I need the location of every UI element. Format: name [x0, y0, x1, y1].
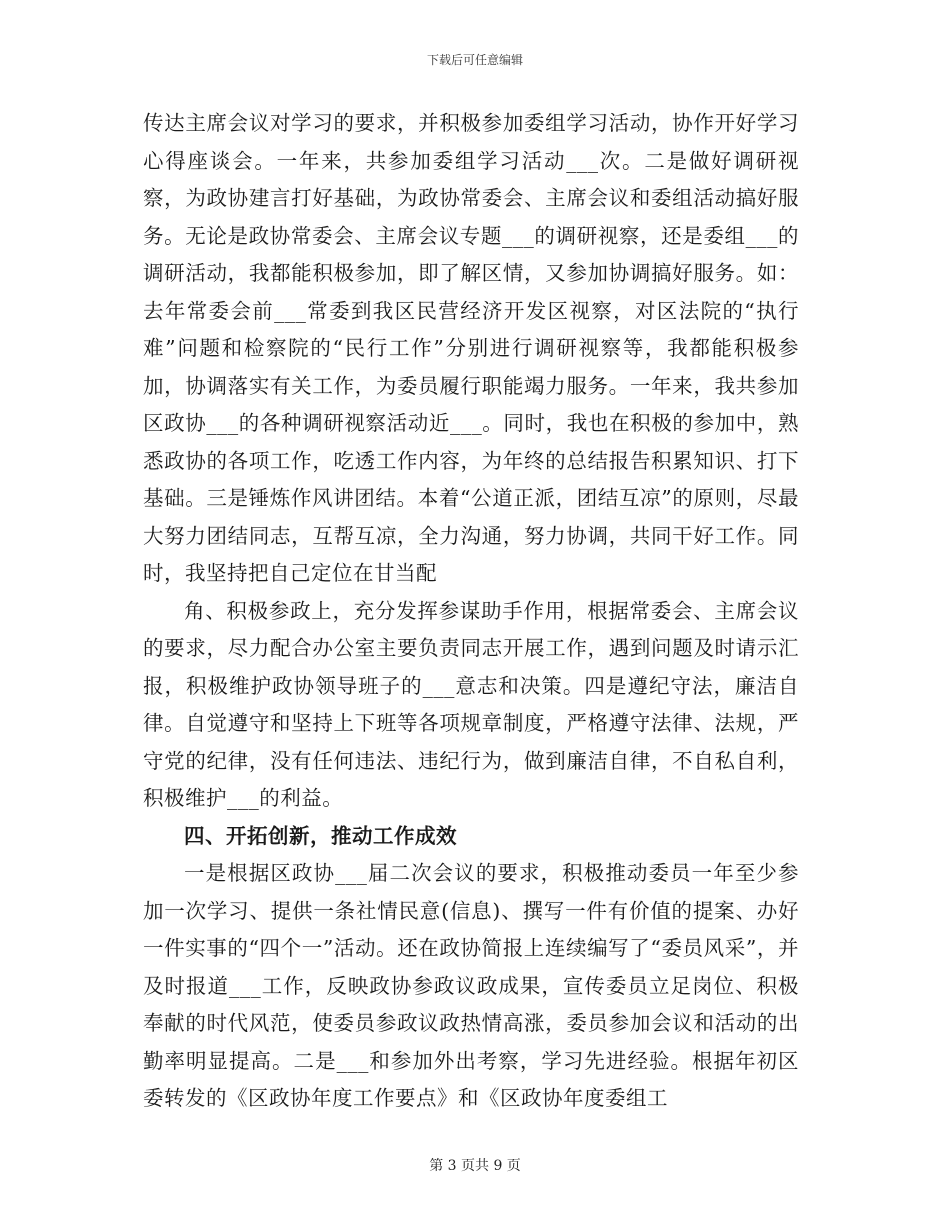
page-number: 第 3 页共 9 页: [429, 1158, 521, 1174]
page-header: 下载后可任意编辑: [426, 53, 523, 67]
body-paragraph-2: 角、积极参政上，充分发挥参谋助手作用，根据常委会、主席会议的要求，尽力配合办公室主要负责同志开展工作，遇到问题及时请示汇报，积极维护政协领导班子的___意志和决策。四是遵纪守法，廉洁自律。自觉遵守和坚持上下班等各项规章制度，严格遵守法律、法规，严守党的纪律，没有任何违法、违纪行为，做到廉洁自律，不自私自利，积极维护___的利益。: [143, 598, 799, 810]
document-body: [143, 105, 799, 1118]
body-paragraph-1: 传达主席会议对学习的要求，并积极参加委组学习活动，协作开好学习心得座谈会。一年来，共参加委组学习活动___次。二是做好调研视察，为政协建言打好基础，为政协常委会、主席会议和委组活动搞好服务。无论是政协常委会、主席会议专题___的调研视察，还是委组___的调研活动，我都能积极参加，即了解区情，又参加协调搞好服务。如：去年常委会前___常委到我区民营经济开发区视察，对区法院的“执行难”问题和检察院的“民行工作”分别进行调研视察等，我都能积极参加，协调落实有关工作，为委员履行职能竭力服务。一年来，我共参加区政协___的各种调研视察活动近___。同时，我也在积极的参加中，熟悉政协的各项工作，吃透工作内容，为年终的总结报告积累知识、打下基础。三是锤炼作风讲团结。本着“公道正派，团结互凉”的原则，尽最大努力团结同志，互帮互凉，全力沟通，努力协调，共同干好工作。同时，我坚持把自己定位在甘当配: [143, 111, 799, 585]
body-paragraph-3: 一是根据区政协___届二次会议的要求，积极推动委员一年至少参加一次学习、提供一条社情民意(信息)、撰写一件有价值的提案、办好一件实事的“四个一”活动。还在政协简报上连续编写了“委员风采”，并及时报道___工作，反映政协参政议政成果，宣传委员立足岗位、积极奉献的时代风范，使委员参政议政热情高涨，委员参加会议和活动的出勤率明显提高。二是___和参加外出考察，学习先进经验。根据年初区委转发的《区政协年度工作要点》和《区政协年度委组工: [143, 861, 799, 1110]
section-heading: 四、开拓创新，推动工作成效: [184, 823, 457, 848]
